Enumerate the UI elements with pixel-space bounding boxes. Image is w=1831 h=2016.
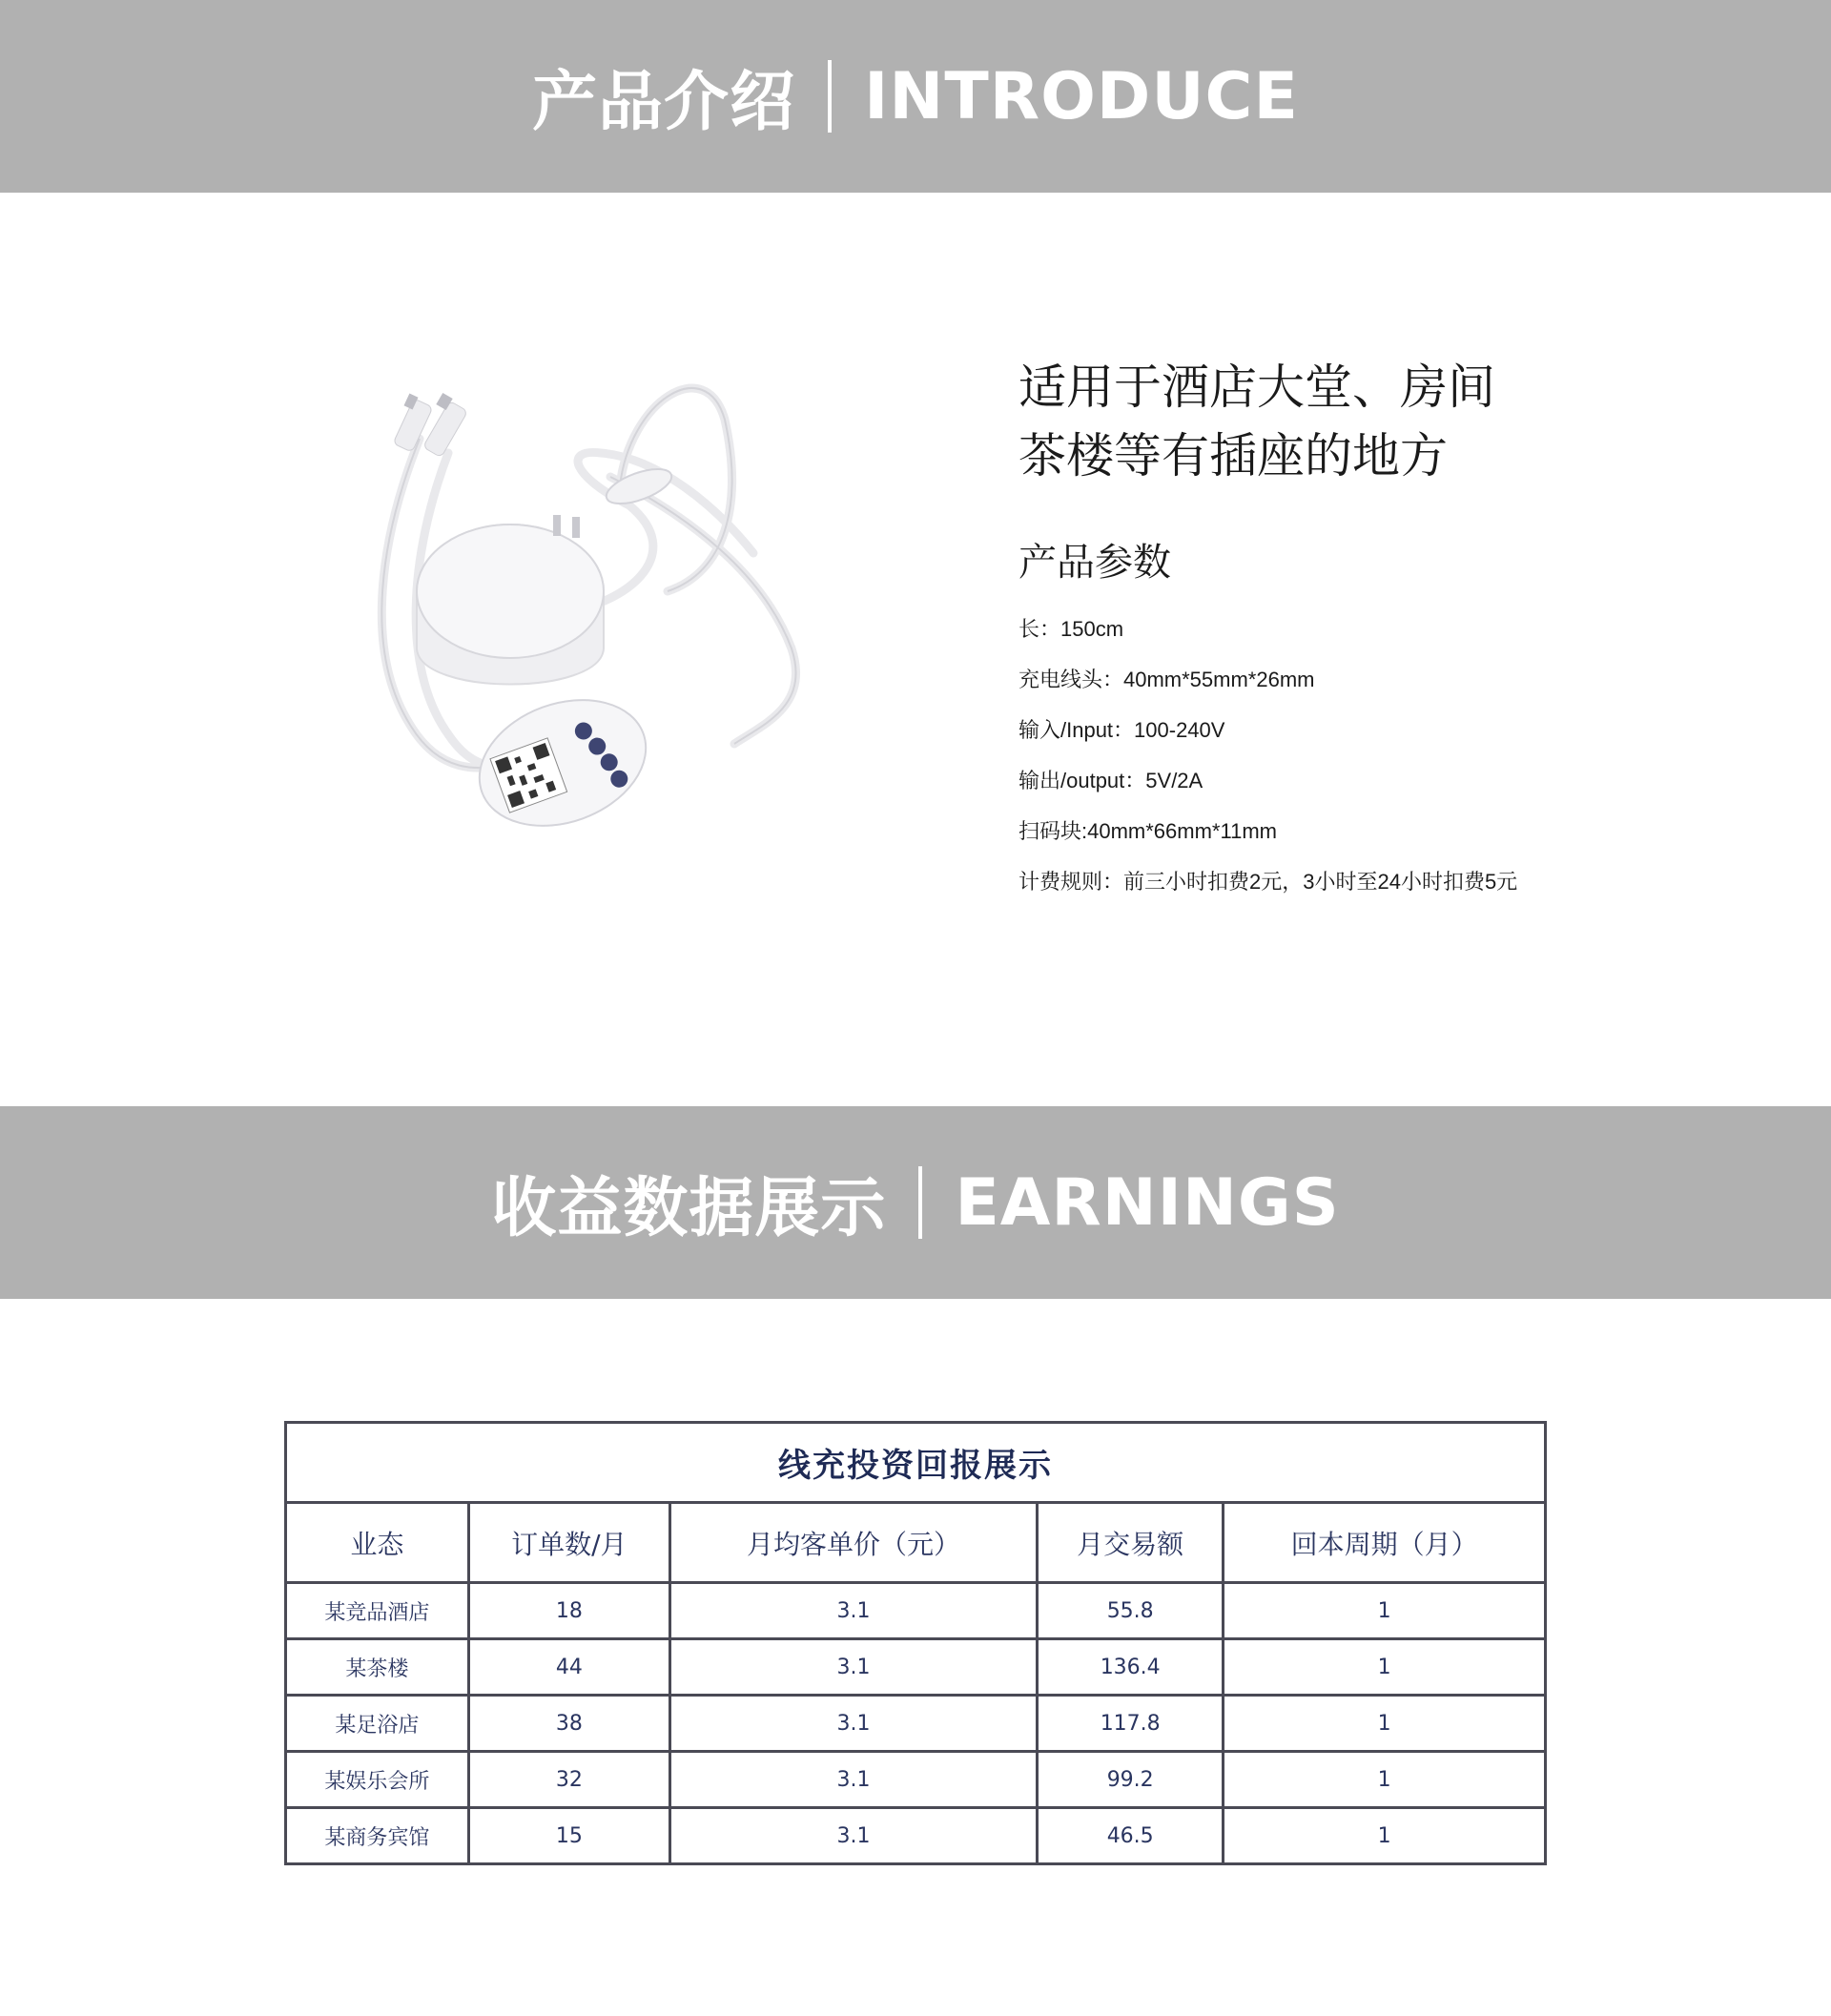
title-separator — [918, 1166, 922, 1239]
cell-turnover: 46.5 — [1038, 1808, 1224, 1864]
headline-line-1: 适用于酒店大堂、房间 — [1018, 360, 1495, 415]
header-monthly-turnover: 月交易额 — [1038, 1503, 1224, 1583]
table-row — [286, 1808, 1546, 1864]
introduce-title-cn: 产品介绍 — [532, 64, 796, 140]
cell-avg-price: 3.1 — [669, 1639, 1037, 1696]
param-output: 输出/output：5V/2A — [1018, 769, 1204, 792]
cell-payback: 1 — [1224, 1639, 1546, 1696]
table-title: 线充投资回报展示 — [286, 1423, 1546, 1503]
cell-turnover: 99.2 — [1038, 1752, 1224, 1808]
cell-avg-price: 3.1 — [669, 1808, 1037, 1864]
cell-turnover: 55.8 — [1038, 1583, 1224, 1639]
cell-orders: 18 — [468, 1583, 669, 1639]
earnings-banner — [0, 1106, 1831, 1299]
cell-turnover: 136.4 — [1038, 1639, 1224, 1696]
cell-orders: 44 — [468, 1639, 669, 1696]
table-row — [286, 1696, 1546, 1752]
table-row — [286, 1583, 1546, 1639]
header-payback-period: 回本周期（月） — [1224, 1503, 1546, 1583]
product-headline — [1018, 353, 1610, 490]
cell-business-type: 某娱乐会所 — [286, 1752, 469, 1808]
cell-turnover: 117.8 — [1038, 1696, 1224, 1752]
table-row — [286, 1752, 1546, 1808]
cell-avg-price: 3.1 — [669, 1752, 1037, 1808]
cell-orders: 15 — [468, 1808, 669, 1864]
params-title: 产品参数 — [1018, 541, 1171, 585]
param-scanner-size: 扫码块:40mm*66mm*11mm — [1018, 819, 1277, 843]
params-list — [1018, 604, 1610, 907]
roi-table — [284, 1421, 1547, 1865]
header-orders-per-month: 订单数/月 — [468, 1503, 669, 1583]
param-length: 长：150cm — [1018, 617, 1124, 641]
charger-illustration — [343, 362, 820, 868]
title-separator — [828, 60, 832, 133]
introduce-banner — [0, 0, 1831, 193]
earnings-title-cn: 收益数据展示 — [491, 1170, 887, 1246]
cell-payback: 1 — [1224, 1752, 1546, 1808]
cell-business-type: 某商务宾馆 — [286, 1808, 469, 1864]
param-input: 输入/Input：100-240V — [1018, 718, 1225, 742]
introduce-title-en: INTRODUCE — [864, 58, 1299, 134]
cell-payback: 1 — [1224, 1583, 1546, 1639]
cell-business-type: 某足浴店 — [286, 1696, 469, 1752]
header-avg-price: 月均客单价（元） — [669, 1503, 1037, 1583]
cell-orders: 32 — [468, 1752, 669, 1808]
param-connector-size: 充电线头：40mm*55mm*26mm — [1018, 668, 1315, 691]
table-header-row — [286, 1503, 1546, 1583]
headline-line-2: 茶楼等有插座的地方 — [1018, 428, 1448, 483]
cell-payback: 1 — [1224, 1808, 1546, 1864]
product-info — [1018, 353, 1610, 907]
product-image — [343, 362, 820, 868]
cell-business-type: 某茶楼 — [286, 1639, 469, 1696]
cell-orders: 38 — [468, 1696, 669, 1752]
cell-business-type: 某竞品酒店 — [286, 1583, 469, 1639]
header-business-type: 业态 — [286, 1503, 469, 1583]
cell-avg-price: 3.1 — [669, 1696, 1037, 1752]
cell-payback: 1 — [1224, 1696, 1546, 1752]
roi-table-container — [284, 1421, 1547, 1865]
table-row — [286, 1639, 1546, 1696]
earnings-title-en: EARNINGS — [955, 1164, 1340, 1241]
param-billing-rule: 计费规则：前三小时扣费2元，3小时至24小时扣费5元 — [1018, 870, 1518, 894]
cell-avg-price: 3.1 — [669, 1583, 1037, 1639]
